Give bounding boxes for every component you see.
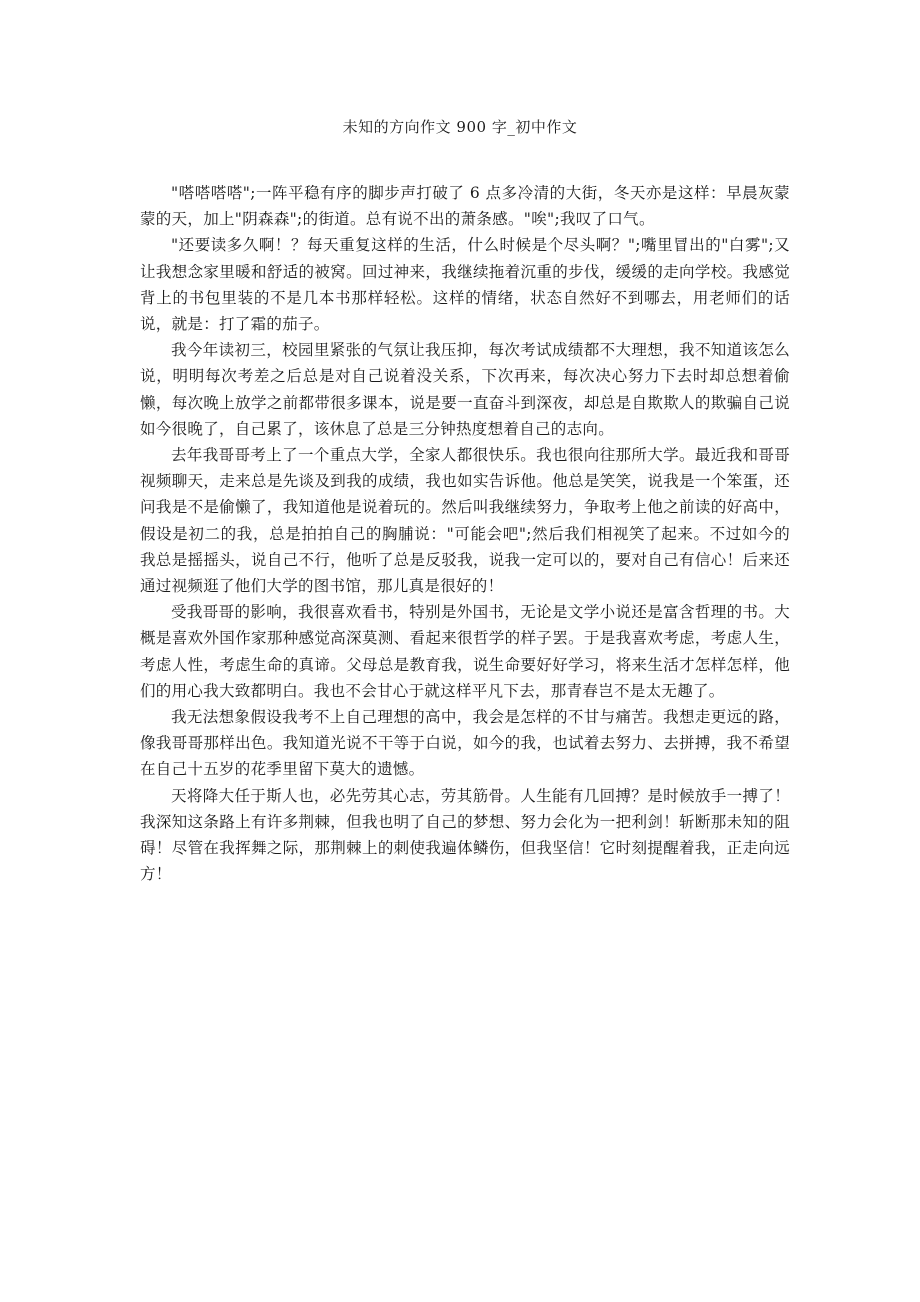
paragraph: "嗒嗒嗒嗒";一阵平稳有序的脚步声打破了 6 点多冷清的大街，冬天亦是这样：早晨灰蒙蒙的天，加上"阴森森";的街道。总有说不出的萧条感。"唉";我叹了口气。	[140, 184, 790, 229]
page-title: 未知的方向作文 900 字_初中作文	[342, 118, 578, 136]
paragraph: 去年我哥哥考上了一个重点大学，全家人都很快乐。我也很向往那所大学。最近我和哥哥视频聊天，走来总是先谈及到我的成绩，我也如实告诉他。他总是笑笑，说我是一个笨蛋，还问我是不是偷懒了，我知道他是说着玩的。然后叫我继续努力，争取考上他之前读的好高中，假设是初二的我，总是拍拍自己的胸脯说："可能会吧";然后我们相视笑了起来。不过如今的我总是摇摇头，说自己不行，他听了总是反驳我，说我一定可以的，要对自己有信心！后来还通过视频逛了他们大学的图书馆，那儿真是很好的！	[140, 446, 790, 596]
paragraph: "还要读多久啊！？每天重复这样的生活，什么时候是个尽头啊？";嘴里冒出的"白雾";又让我想念家里暖和舒适的被窝。回过神来，我继续拖着沉重的步伐，缓缓的走向学校。我感觉背上的书包里装的不是几本书那样轻松。这样的情绪，状态自然好不到哪去，用老师们的话说，就是：打了霜的茄子。	[140, 236, 790, 334]
paragraph: 受我哥哥的影响，我很喜欢看书，特别是外国书，无论是文学小说还是富含哲理的书。大概是喜欢外国作家那种感觉高深莫测、看起来很哲学的样子罢。于是我喜欢考虑，考虑人生，考虑人性，考虑生命的真谛。父母总是教育我，说生命要好好学习，将来生活才怎样怎样，他们的用心我大致都明白。我也不会甘心于就这样平凡下去，那青春岂不是太无趣了。	[140, 603, 790, 700]
paragraph: 我今年读初三，校园里紧张的气氛让我压抑，每次考试成绩都不大理想，我不知道该怎么说，明明每次考差之后总是对自己说着没关系，下次再来，每次决心努力下去时却总想着偷懒，每次晚上放学之前都带很多课本，说是要一直奋斗到深夜，却总是自欺欺人的欺骗自己说如今很晚了，自己累了，该休息了总是三分钟热度想着自己的志向。	[140, 341, 790, 438]
paragraph: 我无法想象假设我考不上自己理想的高中，我会是怎样的不甘与痛苦。我想走更远的路，像我哥哥那样出色。我知道光说不干等于白说，如今的我，也试着去努力、去拼搏，我不希望在自己十五岁的花季里留下莫大的遗憾。	[140, 708, 790, 779]
paragraph: 天将降大任于斯人也，必先劳其心志，劳其筋骨。人生能有几回搏？是时候放手一搏了！我深知这条路上有许多荆棘，但我也明了自己的梦想、努力会化为一把利剑！斩断那未知的阻碍！尽管在我挥舞之际，那荆棘上的刺使我遍体鳞伤，但我坚信！它时刻提醒着我，正走向远方！	[140, 786, 790, 884]
article-body	[140, 180, 790, 887]
